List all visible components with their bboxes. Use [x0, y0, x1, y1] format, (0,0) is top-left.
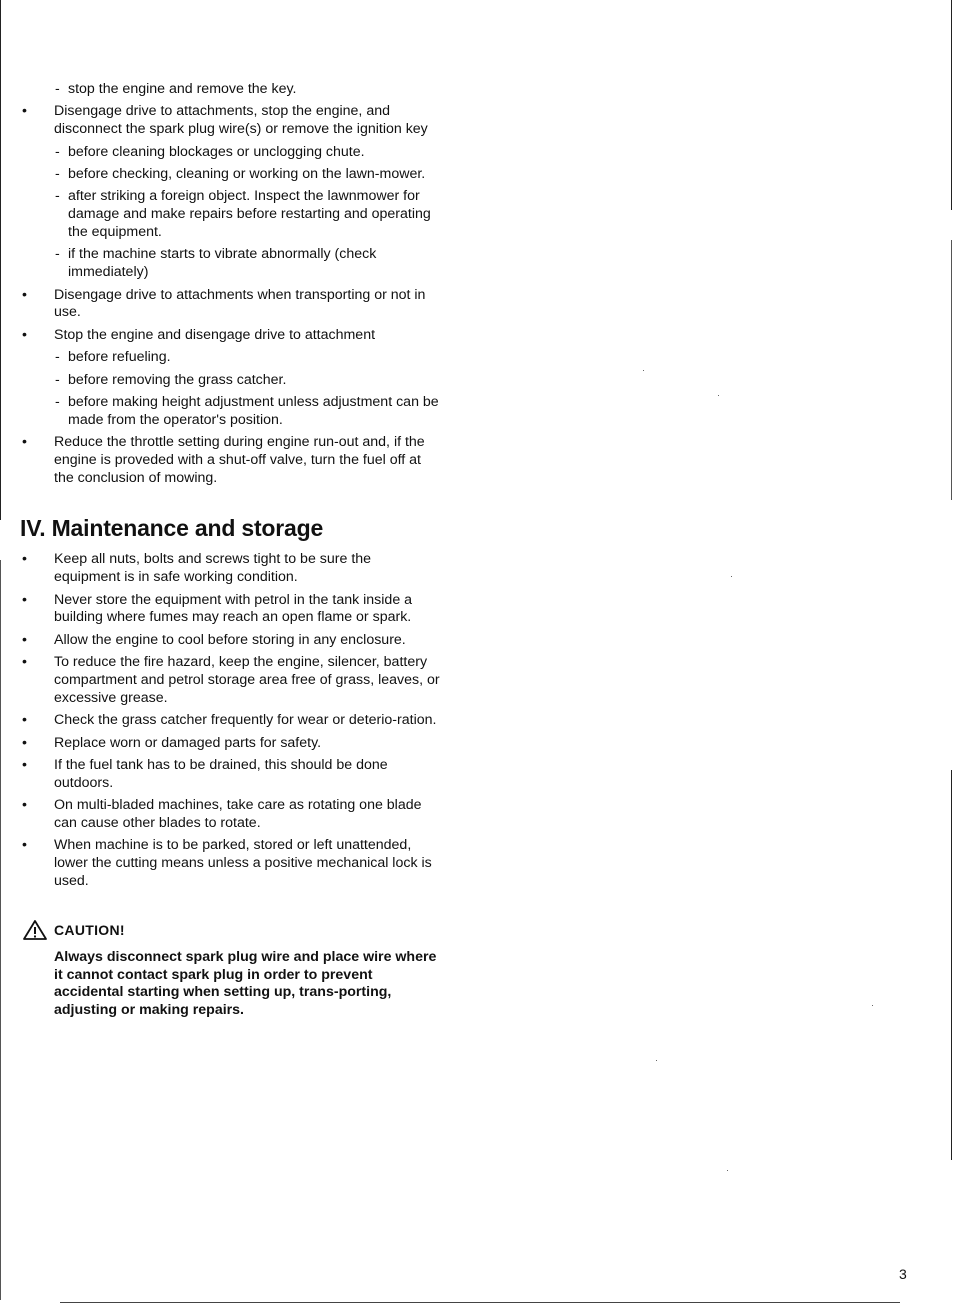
list-subitem — [20, 166, 440, 184]
list-item — [20, 327, 440, 345]
list-subitem-text: after striking a foreign object. Inspect the lawnmower for damage and make repairs before restarting and operating the equipment. — [68, 188, 431, 240]
dash-marker: - — [55, 371, 60, 388]
list-item — [20, 103, 440, 139]
scan-edge-bottom — [60, 1302, 900, 1303]
text-column — [20, 81, 440, 1020]
list-subitem-text: stop the engine and remove the key. — [68, 81, 297, 97]
list-item-text: On multi-bladed machines, take care as rotating one blade can cause other blades to rotate. — [54, 797, 422, 831]
list-subitem — [20, 81, 440, 99]
dash-marker: - — [55, 165, 60, 182]
list-item-text: Allow the engine to cool before storing in any enclosure. — [54, 631, 406, 648]
list-subitem — [20, 188, 440, 241]
list-item — [20, 837, 440, 890]
list-subitem-text: before removing the grass catcher. — [68, 371, 287, 388]
bullet-marker: • — [22, 326, 27, 343]
list-item — [20, 797, 440, 833]
caution-header — [20, 919, 440, 941]
dash-marker: - — [55, 143, 60, 160]
list-item — [20, 632, 440, 650]
list-item-text: Disengage drive to attachments, stop the engine, and disconnect the spark plug wire(s) or remove the ignition key — [54, 103, 428, 138]
list-item-text: To reduce the fire hazard, keep the engine, silencer, battery compartment and petrol storage area free of grass, leaves, or excessive grease. — [54, 654, 440, 706]
bullet-marker: • — [22, 631, 27, 648]
scan-edge-right-mid — [951, 240, 952, 500]
scan-speck — [727, 1170, 728, 1171]
list-subitem — [20, 394, 440, 430]
list-item — [20, 757, 440, 793]
scan-edge-right — [951, 0, 952, 210]
list-subitem — [20, 144, 440, 162]
bullet-marker: • — [22, 734, 27, 751]
bullet-marker: • — [22, 103, 27, 120]
bullet-marker: • — [22, 591, 27, 608]
caution-title: CAUTION! — [54, 921, 125, 938]
caution-text: Always disconnect spark plug wire and place wire where it cannot contact spark plug in order to prevent accidental starting when setting up, trans-porting, adjusting or making repairs. — [54, 948, 437, 1019]
list-item-text: If the fuel tank has to be drained, this should be done outdoors. — [54, 757, 388, 791]
scan-edge-right-lower — [951, 770, 952, 1160]
section-heading: IV. Maintenance and storage — [20, 515, 324, 542]
dash-marker: - — [55, 246, 60, 263]
list-item-text: Disengage drive to attachments when transporting or not in use. — [54, 286, 426, 321]
list-item-text: Keep all nuts, bolts and screws tight to be sure the equipment is in safe working condition. — [54, 551, 372, 586]
dash-marker: - — [55, 81, 60, 97]
list-subitem-text: before cleaning blockages or unclogging chute. — [68, 143, 365, 160]
list-item-text: Reduce the throttle setting during engine run-out and, if the engine is proveded with a shut-off valve, turn the fuel off at the conclusion of mowing. — [54, 434, 425, 486]
list-item-text: Never store the equipment with petrol in the tank inside a building where fumes may reach an open flame or spark. — [54, 591, 413, 626]
list-item — [20, 592, 440, 628]
bullet-marker: • — [22, 434, 27, 451]
page-number: 3 — [899, 1266, 907, 1282]
scan-edge-left — [0, 0, 1, 520]
list-item — [20, 551, 440, 587]
bullet-marker: • — [22, 712, 27, 729]
list-subitem — [20, 349, 440, 367]
list-subitem-text: before checking, cleaning or working on the lawn-mower. — [68, 165, 426, 182]
bullet-marker: • — [22, 551, 27, 568]
list-subitem-text: before refueling. — [68, 349, 171, 366]
scan-speck — [718, 395, 719, 396]
scan-edge-left-lower — [0, 560, 1, 1300]
list-item — [20, 434, 440, 487]
scan-speck — [656, 1060, 657, 1061]
list-item — [20, 287, 440, 323]
scan-speck — [731, 576, 732, 577]
bullet-marker: • — [22, 757, 27, 773]
dash-marker: - — [55, 393, 60, 410]
list-subitem-text: before making height adjustment unless adjustment can be made from the operator's position. — [68, 393, 439, 428]
list-subitem — [20, 372, 440, 390]
list-subitem — [20, 246, 440, 282]
list-item — [20, 735, 440, 753]
dash-marker: - — [55, 349, 60, 366]
dash-marker: - — [55, 188, 60, 205]
list-item-text: Check the grass catcher frequently for wear or deterio-ration. — [54, 712, 437, 729]
warning-triangle-icon — [22, 919, 48, 941]
scan-speck — [872, 1005, 873, 1006]
bullet-marker: • — [22, 837, 27, 854]
list-item-text: Stop the engine and disengage drive to attachment — [54, 326, 376, 343]
bullet-marker: • — [22, 286, 27, 303]
bullet-marker: • — [22, 654, 27, 671]
list-item — [20, 654, 440, 707]
bullet-marker: • — [22, 797, 27, 814]
list-item-text: When machine is to be parked, stored or left unattended, lower the cutting means unless a positive mechanical lock is used. — [54, 837, 432, 889]
scan-speck — [643, 370, 644, 371]
list-item-text: Replace worn or damaged parts for safety. — [54, 734, 322, 751]
list-item — [20, 712, 440, 730]
list-subitem-text: if the machine starts to vibrate abnormally (check immediately) — [68, 246, 377, 281]
